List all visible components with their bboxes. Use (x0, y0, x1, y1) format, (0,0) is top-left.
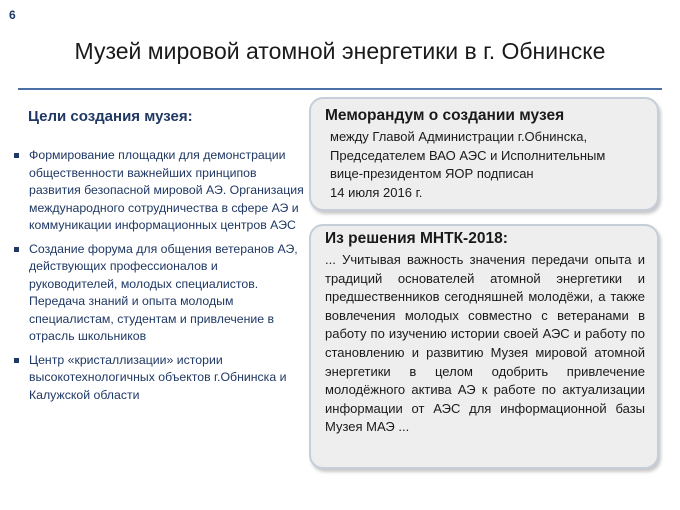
square-bullet-icon (14, 247, 19, 252)
memorandum-text: между Главой Администрации г.Обнинска, Председателем ВАО АЭС и Исполнительным вице-президентом ЯОР подписан 14 июля 2016 г. (330, 129, 606, 200)
title-divider (18, 88, 662, 90)
goals-heading: Цели создания музея: (28, 108, 193, 125)
goal-item-text: Формирование площадки для демонстрации общественности важнейших принципов развития безопасной мировой АЭ. Организация международного сотрудничества в сфере АЭ и коммуникации информационных центров АЭС (29, 148, 304, 232)
goals-list (12, 147, 304, 410)
memorandum-heading: Меморандум о создании музея (325, 107, 565, 124)
slide-title: Музей мировой атомной энергетики в г. Обнинске (74, 38, 606, 64)
goal-item (12, 241, 304, 346)
decision-heading: Из решения МНТК-2018: (325, 230, 508, 247)
decision-card (309, 224, 659, 469)
memorandum-card (309, 97, 659, 211)
page-number: 6 (9, 8, 16, 22)
goal-item-text: Центр «кристаллизации» истории высокотехнологичных объектов г.Обнинска и Калужской области (29, 352, 287, 402)
decision-text: ... Учитывая важность значения передачи опыта и традиций основателей атомной энергетики и предшественников сегодняшней молодёжи, а также вовлечения молодых совместно с ветеранами в работу по изучению истории своей АЭС и работу по становлению и развитию Музея мировой атомной энергетики в целом одобрить привлечение молодёжного актива АЭ к работе по актуализации информации от АЭС для информационной базы Музея МАЭ ... (325, 252, 645, 435)
goal-item (12, 147, 304, 235)
square-bullet-icon (14, 358, 19, 363)
goal-item-text: Создание форума для общения ветеранов АЭ, действующих профессионалов и руководителей, молодых специалистов. Передача знаний и опыта молодым специалистам, студентам и привлечение в отрасль школьников (29, 241, 298, 343)
square-bullet-icon (14, 153, 19, 158)
goal-item (12, 352, 304, 405)
